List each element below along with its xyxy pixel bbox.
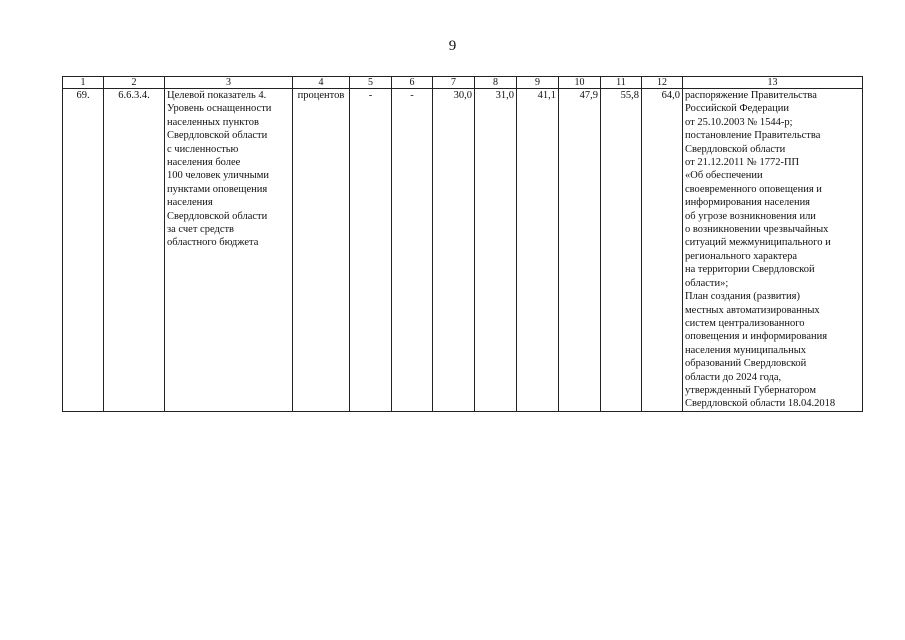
header-col-12: 12 [642, 77, 683, 89]
header-col-11: 11 [601, 77, 642, 89]
header-col-13: 13 [683, 77, 863, 89]
header-col-2: 2 [104, 77, 165, 89]
header-col-1: 1 [63, 77, 104, 89]
legal-source-cell: распоряжение Правительства Российской Федерации от 25.10.2003 № 1544-р; постановление Правительства Свердловской области от 21.12.2011 № 1772-ПП «Об обеспечении своевременного оповещения и информирования населения об угрозе возникновения или о возникновении чрезвычайных ситуаций межмуниципального и регионального характера на территории Свердловской области»; План создания (развития) местных автоматизированных систем централизованного оповещения и информирования населения муниципальных образований Свердловской области до 2024 года, утвержденный Губернатором Свердловской области 18.04.2018 [683, 89, 863, 412]
header-col-5: 5 [350, 77, 392, 89]
indicator-table [62, 76, 863, 412]
value-col-5: - [350, 89, 392, 412]
header-col-4: 4 [293, 77, 350, 89]
page-number: 9 [448, 38, 457, 54]
unit-cell: процентов [293, 89, 350, 412]
header-col-10: 10 [559, 77, 601, 89]
header-col-8: 8 [475, 77, 517, 89]
value-col-10: 47,9 [559, 89, 601, 412]
table-row [63, 89, 863, 412]
row-number-cell: 69. [63, 89, 104, 412]
indicator-name-cell: Целевой показатель 4. Уровень оснащенности населенных пунктов Свердловской области с численностью населения более 100 человек уличными пунктами оповещения населения Свердловской области за счет средств областного бюджета [165, 89, 293, 412]
value-col-6: - [392, 89, 433, 412]
value-col-7: 30,0 [433, 89, 475, 412]
header-col-7: 7 [433, 77, 475, 89]
header-col-6: 6 [392, 77, 433, 89]
value-col-12: 64,0 [642, 89, 683, 412]
row-code-cell: 6.6.3.4. [104, 89, 165, 412]
header-row [63, 77, 863, 89]
value-col-9: 41,1 [517, 89, 559, 412]
value-col-8: 31,0 [475, 89, 517, 412]
header-col-9: 9 [517, 77, 559, 89]
value-col-11: 55,8 [601, 89, 642, 412]
header-col-3: 3 [165, 77, 293, 89]
